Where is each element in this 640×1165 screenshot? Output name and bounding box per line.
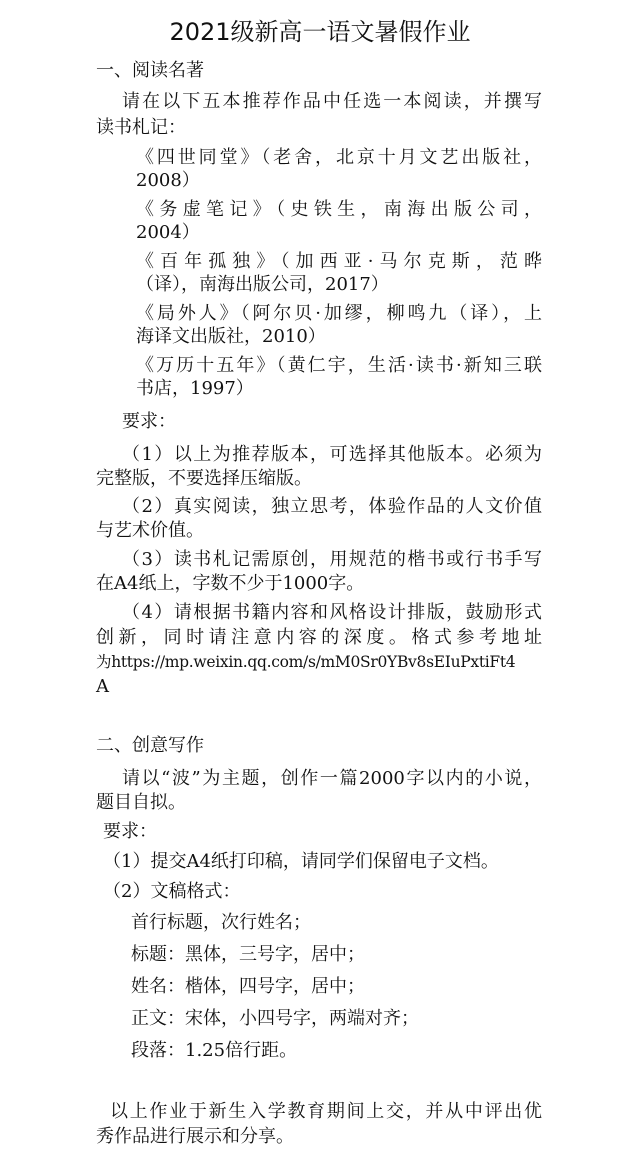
req-1-line-2: 完整版，不要选择压缩版。 xyxy=(96,468,312,489)
book-1-line-1: 《四世同堂》（老舍，北京十月文艺出版社， xyxy=(136,147,542,168)
req-4-url-line: 为https://mp.weixin.qq.com/s/mM0Sr0YBv8sEIuPxtiFt4 xyxy=(96,653,516,671)
req-2-line-2: 与艺术价值。 xyxy=(96,520,204,541)
req-4-line-2: 创新，同时请注意内容的深度。格式参考地址 xyxy=(96,627,542,648)
section-1-intro-line-2: 读书札记： xyxy=(96,117,186,138)
format-line-5: 段落：1.25倍行距。 xyxy=(131,1040,298,1061)
req-4-url-end: A xyxy=(96,676,109,697)
section-2-heading: 二、创意写作 xyxy=(96,735,204,756)
section-2-req-2: （2）文稿格式： xyxy=(103,881,241,902)
closing-line-2: 秀作品进行展示和分享。 xyxy=(96,1126,294,1147)
format-line-2: 标题：黑体，三号字，居中； xyxy=(131,944,365,965)
req-3-line-2: 在A4纸上，字数不少于1000字。 xyxy=(96,573,365,594)
section-2-requirements-label: 要求： xyxy=(103,821,157,842)
req-3-line-1: （3）读书札记需原创，用规范的楷书或行书手写 xyxy=(122,549,542,570)
section-2-req-1: （1）提交A4纸打印稿，请同学们保留电子文档。 xyxy=(103,851,499,872)
book-2-line-1: 《务虚笔记》（史铁生，南海出版公司， xyxy=(136,199,542,220)
document-title: 2021级新高一语文暑假作业 xyxy=(169,18,471,46)
book-3-line-1: 《百年孤独》（加西亚·马尔克斯，范晔 xyxy=(136,251,542,272)
closing-line-1: 以上作业于新生入学教育期间上交，并从中评出优 xyxy=(110,1101,542,1122)
book-5-line-1: 《万历十五年》（黄仁宇，生活·读书·新知三联 xyxy=(136,355,542,376)
section-2-intro-line-1: 请以“波”为主题，创作一篇2000字以内的小说， xyxy=(122,768,542,789)
book-5-line-2: 书店，1997） xyxy=(136,378,254,399)
format-line-4: 正文：宋体，小四号字，两端对齐； xyxy=(131,1008,419,1029)
req-4-line-1: （4）请根据书籍内容和风格设计排版，鼓励形式 xyxy=(122,602,542,623)
section-1-requirements-label: 要求： xyxy=(122,411,176,432)
req-2-line-1: （2）真实阅读，独立思考，体验作品的人文价值 xyxy=(122,496,542,517)
format-line-3: 姓名：楷体，四号字，居中； xyxy=(131,976,365,997)
book-2-line-2: 2004） xyxy=(136,222,200,243)
book-3-line-2: （译），南海出版公司，2017） xyxy=(136,274,389,295)
book-4-line-2: 海译文出版社，2010） xyxy=(136,326,326,347)
format-line-1: 首行标题，次行姓名； xyxy=(131,912,311,933)
req-1-line-1: （1）以上为推荐版本，可选择其他版本。必须为 xyxy=(122,444,542,465)
section-1-intro-line-1: 请在以下五本推荐作品中任选一本阅读，并撰写 xyxy=(122,91,542,112)
book-4-line-1: 《局外人》（阿尔贝·加缪，柳鸣九（译），上 xyxy=(136,303,542,324)
section-2-intro-line-2: 题目自拟。 xyxy=(96,792,186,813)
book-1-line-2: 2008） xyxy=(136,170,200,191)
section-1-heading: 一、阅读名著 xyxy=(96,60,204,81)
